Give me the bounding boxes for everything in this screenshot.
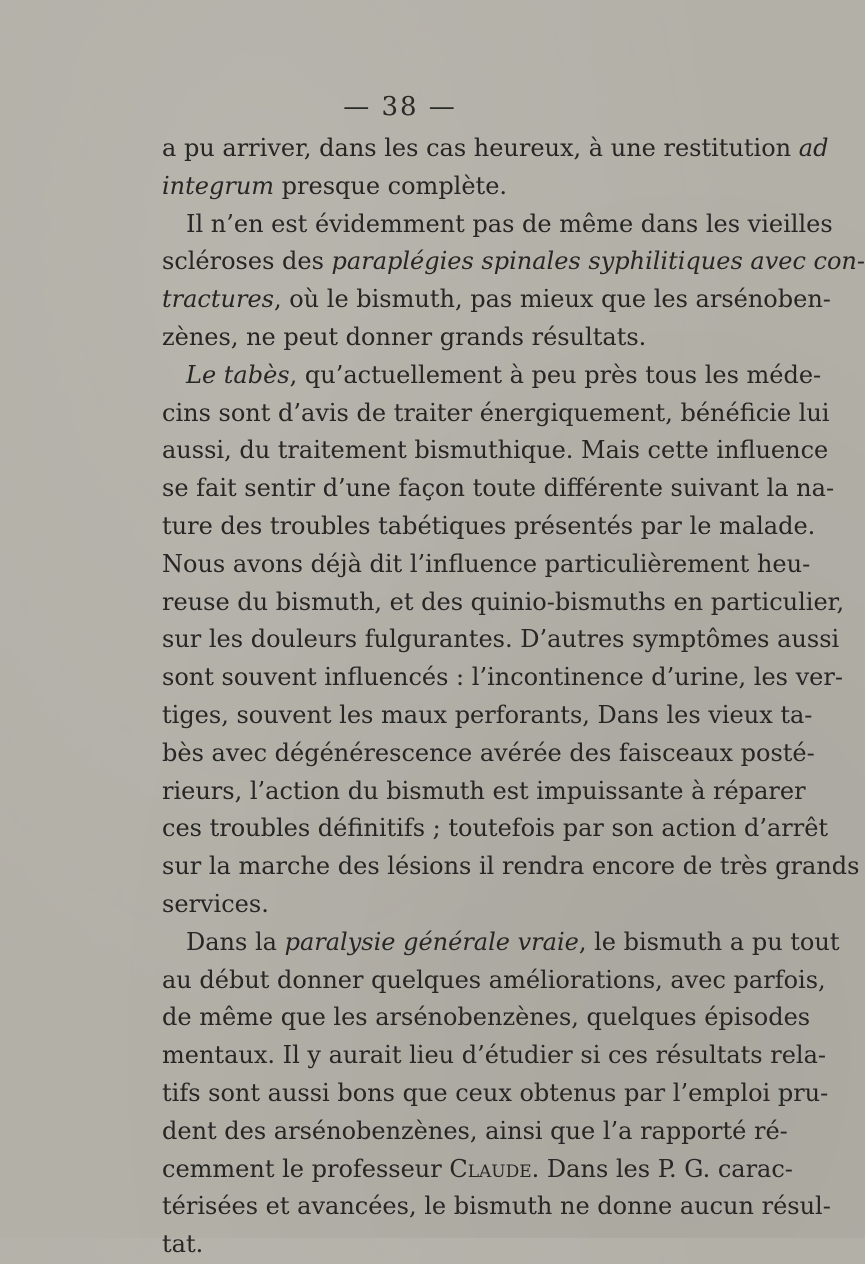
text-line — [162, 697, 813, 735]
italic-text: paraplégies spinales syphilitiques avec con- — [331, 247, 865, 276]
text-line — [162, 395, 830, 433]
text-segment: ces troubles définitifs ; toutefois par son action d’arrêt — [162, 814, 829, 843]
text-line — [162, 130, 829, 168]
text-segment: tiges, souvent les maux perforants, Dans les vieux ta- — [162, 700, 813, 729]
text-segment: a pu arriver, dans les cas heureux, à une restitution — [162, 134, 799, 162]
text-line — [162, 659, 843, 697]
text-line — [162, 1226, 728, 1264]
text-segment: , le bismuth a pu tout — [578, 927, 840, 956]
text-line — [162, 470, 835, 508]
text-segment: scléroses des — [162, 247, 332, 276]
text-segment: sont souvent influencés : l’incontinence d’urine, les ver- — [162, 663, 843, 692]
text-line — [162, 773, 806, 811]
italic-text: ad — [798, 134, 829, 162]
text-line — [162, 1037, 827, 1075]
text-line — [162, 621, 840, 659]
text-segment: de même que les arsénobenzènes, quelques épisodes — [162, 1003, 811, 1032]
text-line — [162, 886, 728, 924]
text-line — [162, 848, 860, 886]
text-line — [162, 546, 811, 584]
text-segment: au début donner quelques améliorations, avec parfois, — [162, 965, 826, 994]
text-line — [162, 319, 728, 357]
italic-text: Le tabès — [186, 360, 290, 389]
italic-text: paralysie générale vraie — [284, 927, 579, 956]
text-segment: ture des troubles tabétiques présentés par le malade. — [162, 511, 816, 540]
text-segment: presque complète. — [274, 171, 508, 200]
text-segment: zènes, ne peut donner grands résultats. — [162, 322, 647, 351]
text-line — [162, 357, 822, 395]
text-segment: tat. — [162, 1230, 204, 1259]
text-segment: dent des arsénobenzènes, ainsi que l’a rapporté ré- — [162, 1116, 788, 1145]
text-segment: cins sont d’avis de traiter énergiquement, bénéficie lui — [162, 398, 830, 427]
text-line — [162, 924, 840, 962]
text-line — [162, 1113, 788, 1151]
italic-text: tractures — [162, 285, 274, 314]
text-line — [162, 206, 833, 244]
italic-text: integrum — [162, 171, 275, 200]
text-line — [162, 735, 815, 773]
text-segment: cemment le professeur — [162, 1154, 450, 1183]
text-line — [162, 999, 811, 1037]
text-segment: Il n’en est évidemment pas de même dans les vieilles — [186, 209, 833, 238]
text-line — [162, 1075, 829, 1113]
small-caps-name: Claude — [449, 1154, 532, 1183]
text-line — [162, 168, 728, 206]
text-segment: tifs sont aussi bons que ceux obtenus par l’emploi pru- — [162, 1078, 829, 1107]
text-line — [162, 508, 816, 546]
text-segment: aussi, du traitement bismuthique. Mais cette influence — [162, 436, 829, 465]
text-segment: . Dans les P. G. carac- — [531, 1154, 793, 1183]
text-segment: , qu’actuellement à peu près tous les méde- — [289, 360, 822, 389]
text-line — [162, 1188, 831, 1226]
page-number: — 38 — — [343, 92, 457, 122]
text-segment: térisées et avancées, le bismuth ne donne aucun résul- — [162, 1192, 831, 1221]
text-line — [162, 1151, 793, 1189]
text-segment: mentaux. Il y aurait lieu d’étudier si ces résultats rela- — [162, 1041, 827, 1070]
text-segment: , où le bismuth, pas mieux que les arsénoben- — [273, 285, 831, 314]
text-segment: Dans la — [186, 927, 285, 956]
text-line — [162, 810, 829, 848]
text-line — [162, 281, 831, 319]
text-segment: services. — [162, 889, 269, 918]
body-text — [162, 130, 865, 1264]
text-segment: se fait sentir d’une façon toute différente suivant la na- — [162, 474, 835, 503]
text-segment: reuse du bismuth, et des quinio-bismuths en particulier, — [162, 587, 845, 616]
text-segment: rieurs, l’action du bismuth est impuissante à réparer — [162, 776, 806, 805]
text-segment: sur la marche des lésions il rendra encore de très grands — [162, 852, 860, 881]
text-line — [162, 432, 829, 470]
text-segment: bès avec dégénérescence avérée des faisceaux posté- — [162, 738, 815, 767]
text-line — [162, 243, 865, 281]
text-segment: sur les douleurs fulgurantes. D’autres symptômes aussi — [162, 625, 840, 654]
text-line — [162, 584, 845, 622]
text-line — [162, 962, 826, 1000]
text-segment: Nous avons déjà dit l’influence particulièrement heu- — [162, 549, 811, 578]
